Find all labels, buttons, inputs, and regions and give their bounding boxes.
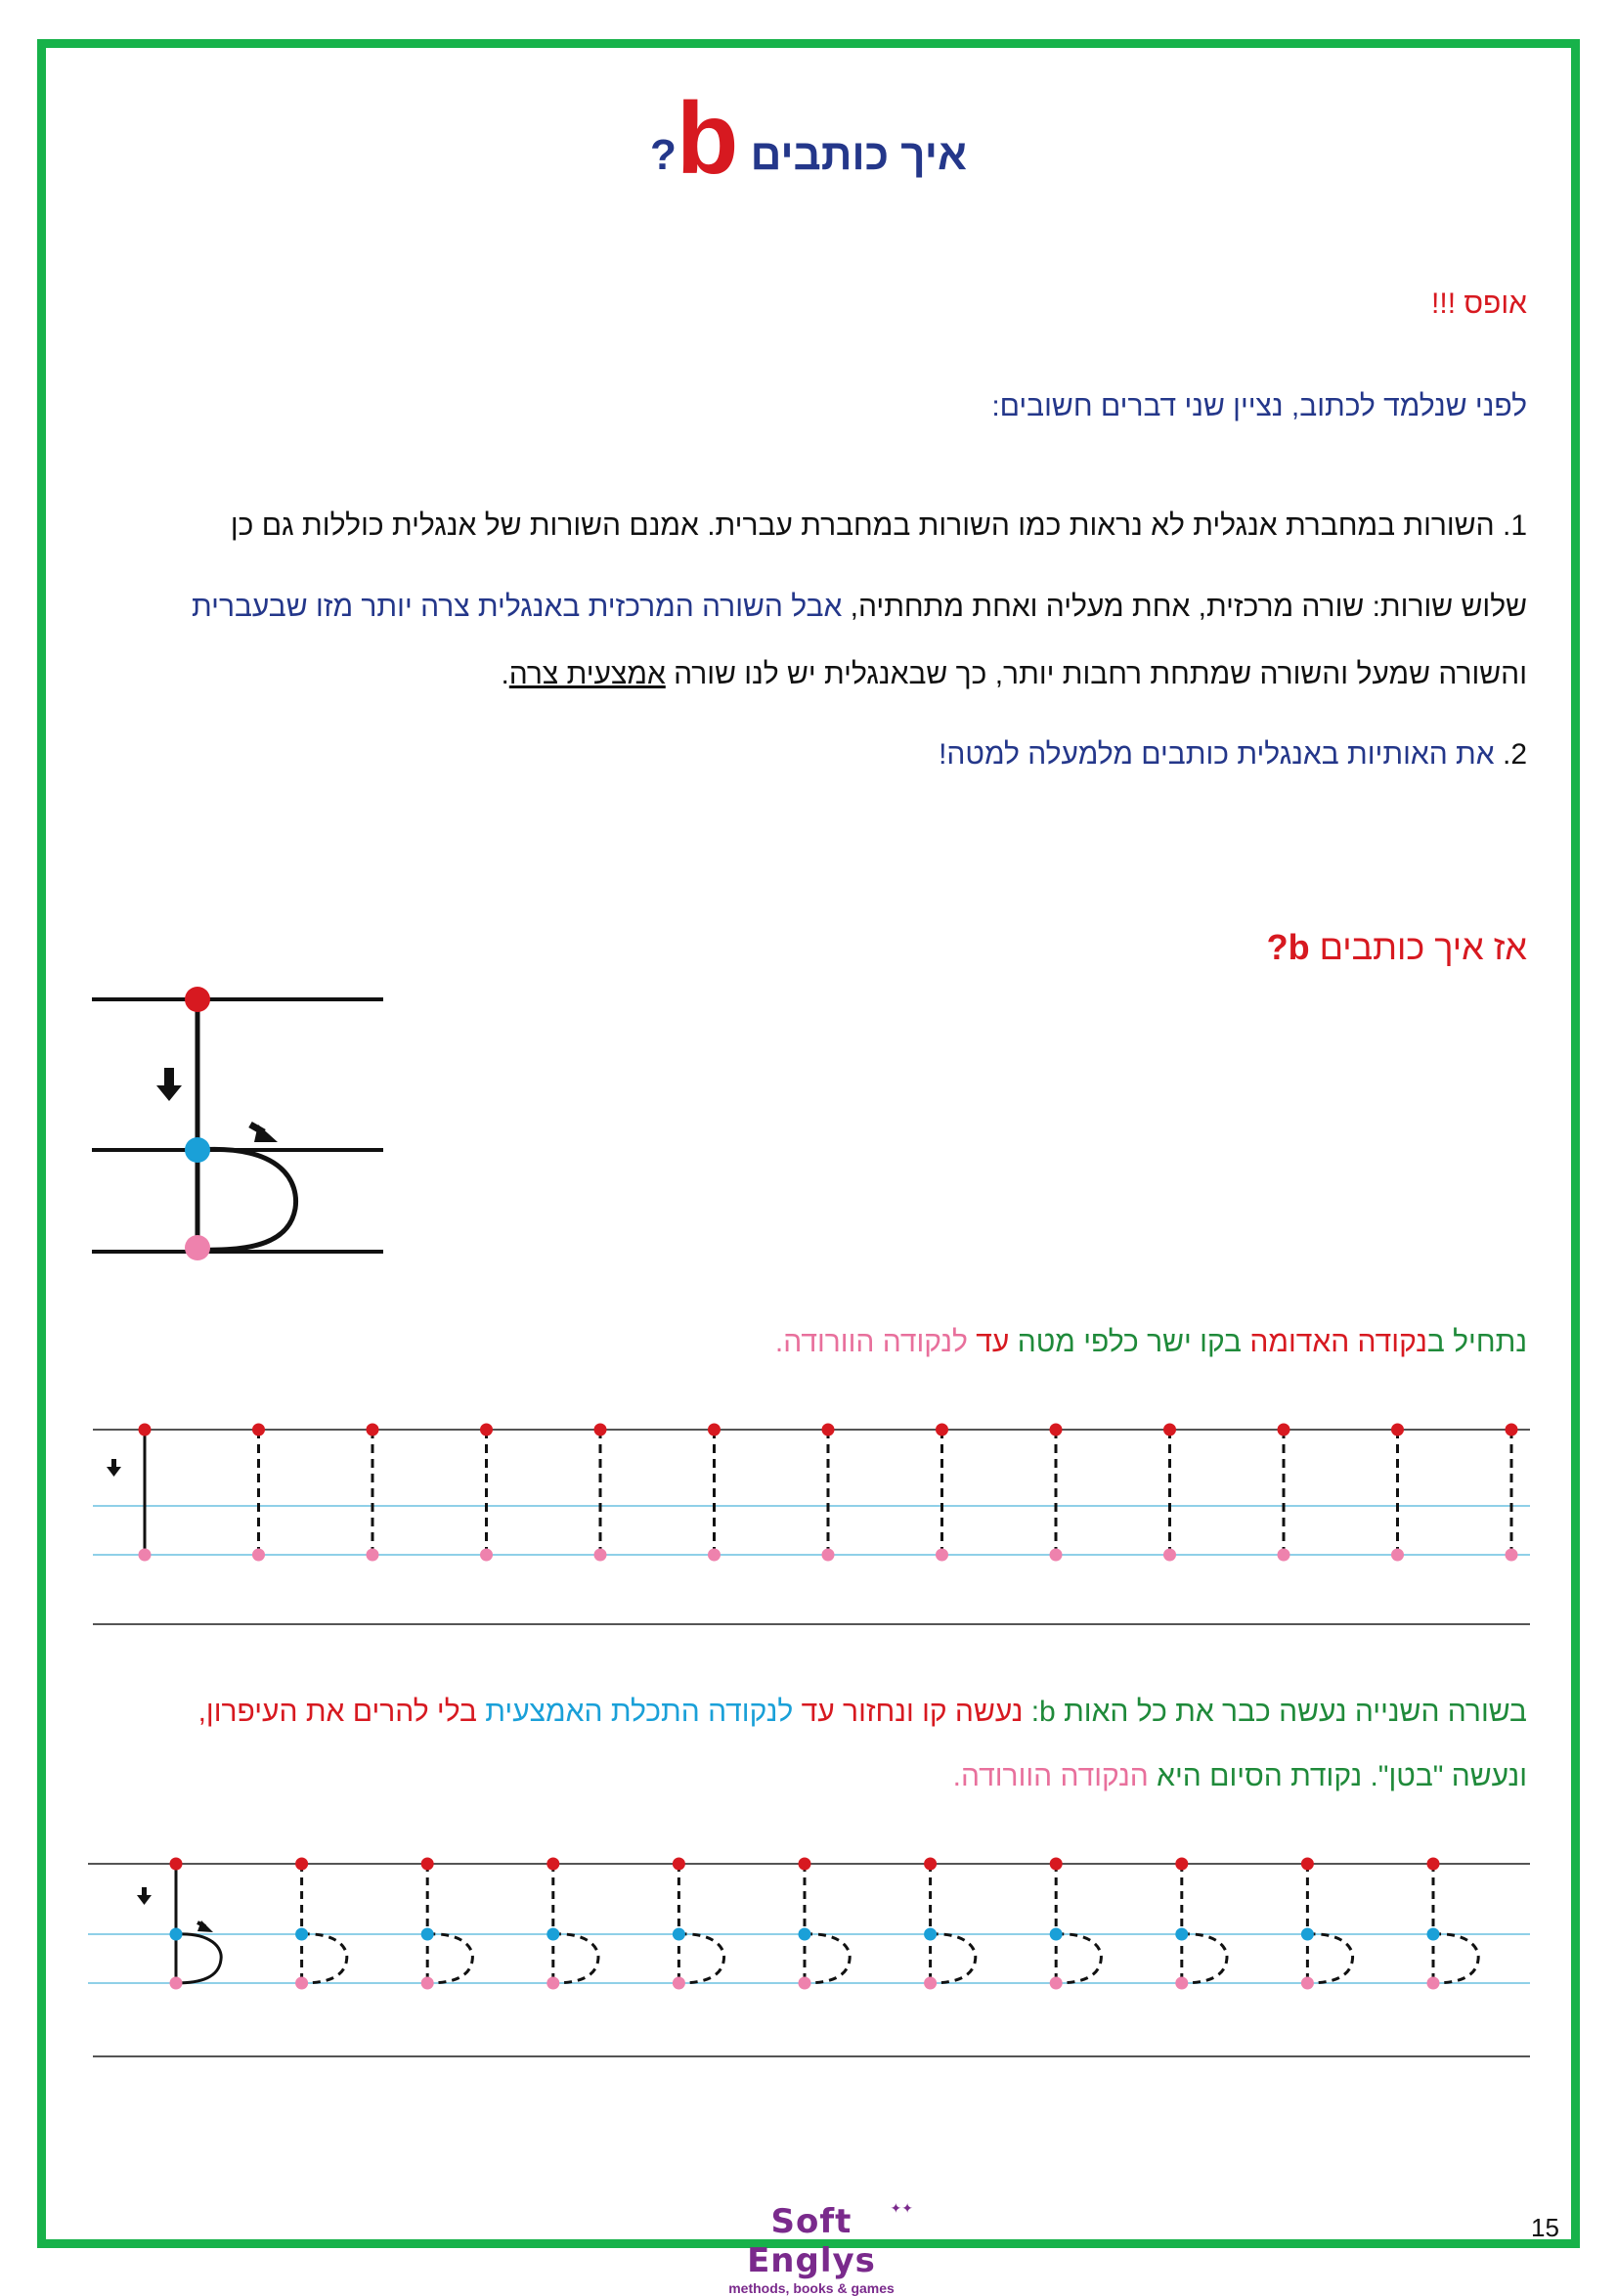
row2-dashed-belly — [805, 1934, 850, 1983]
row1-red-dot — [936, 1424, 948, 1436]
row1-red-dot — [1278, 1424, 1290, 1436]
row1-pink-dot — [1050, 1549, 1063, 1562]
point1-line3-c: . — [501, 658, 509, 690]
step2-l1-a: בשורה השנייה נעשה כבר את כל האות b: — [1023, 1696, 1527, 1728]
point1-line2-b: אבל השורה המרכזית באנגלית צרה יותר מזו שבעברית — [192, 591, 843, 623]
row1-pink-dot — [936, 1549, 948, 1562]
row2-blue-dot — [170, 1928, 183, 1941]
row2-red-dot — [1301, 1858, 1314, 1871]
row1-red-dot — [252, 1424, 265, 1436]
row2-pink-dot — [1050, 1977, 1063, 1990]
row2-red-dot — [295, 1858, 308, 1871]
row2-dashed-belly — [427, 1934, 472, 1983]
section-heading-text: אז איך כותבים — [1309, 927, 1527, 967]
step1-s3: בקו ישר כלפי מטה — [1009, 1326, 1250, 1358]
row1-pink-dot — [252, 1549, 265, 1562]
row2-pink-dot — [170, 1977, 183, 1990]
row2-red-dot — [924, 1858, 937, 1871]
point2-text: את האותיות באנגלית כותבים מלמעלה למטה! — [939, 738, 1495, 771]
page-number: 15 — [1531, 2213, 1559, 2242]
row2-pink-dot — [799, 1977, 811, 1990]
logo-name: Soft Englys — [747, 2202, 876, 2280]
row2-blue-dot — [421, 1928, 434, 1941]
section-heading — [1267, 927, 1527, 968]
row2-pink-dot — [421, 1977, 434, 1990]
separator-line-1 — [93, 1623, 1530, 1625]
row2-red-dot — [421, 1858, 434, 1871]
step2-l1-b: נעשה קו ונחזור עד — [793, 1696, 1024, 1728]
logo-tagline: methods, books & games — [728, 2280, 895, 2296]
practice-row-1 — [0, 1408, 1617, 1584]
row2-red-dot — [170, 1858, 183, 1871]
page-title — [0, 82, 1617, 196]
step2-line2 — [953, 1760, 1527, 1793]
row2-red-dot — [1050, 1858, 1063, 1871]
down-arrow-icon — [137, 1887, 152, 1905]
row1-red-dot — [1391, 1424, 1404, 1436]
row2-blue-dot — [1175, 1928, 1188, 1941]
publisher-logo — [704, 2200, 919, 2296]
row2-blue-dot — [799, 1928, 811, 1941]
step2-l2-c: . — [952, 1760, 961, 1792]
row1-pink-dot — [139, 1549, 152, 1562]
oops-text: אופס !!! — [1431, 287, 1527, 320]
row1-pink-dot — [594, 1549, 607, 1562]
row1-pink-dot — [367, 1549, 379, 1562]
row2-red-dot — [546, 1858, 559, 1871]
row2-pink-dot — [924, 1977, 937, 1990]
step1-s1: נתחיל ב — [1426, 1326, 1527, 1358]
row1-red-dot — [822, 1424, 835, 1436]
row2-red-dot — [799, 1858, 811, 1871]
row2-pink-dot — [1175, 1977, 1188, 1990]
row2-pink-dot — [295, 1977, 308, 1990]
separator-line-2 — [93, 2055, 1530, 2057]
title-qmark: ? — [649, 131, 677, 179]
stars-icon: ✦✦ — [890, 2200, 913, 2216]
row2-blue-dot — [295, 1928, 308, 1941]
row2-dashed-belly — [302, 1934, 347, 1983]
row2-dashed-belly — [678, 1934, 723, 1983]
row1-red-dot — [594, 1424, 607, 1436]
letter-b-demo — [88, 978, 401, 1271]
step2-line1 — [198, 1696, 1527, 1729]
row2-dashed-belly — [1433, 1934, 1478, 1983]
step2-l1-d: בלי להרים את העיפרון, — [197, 1696, 486, 1728]
step2-l2-b: הנקודה הוורודה — [961, 1760, 1149, 1792]
row1-red-dot — [708, 1424, 721, 1436]
down-arrow-icon — [156, 1068, 182, 1101]
demo-pink-dot — [185, 1235, 210, 1260]
practice-row-2 — [0, 1838, 1617, 2014]
section-heading-letter: b? — [1266, 927, 1310, 967]
point1-line3-a: והשורה שמעל והשורה שמתחת רחבות יותר, כך שבאנגלית יש לנו שורה — [665, 658, 1527, 690]
point1-line3-b: אמצעית צרה — [508, 658, 666, 690]
row1-pink-dot — [1391, 1549, 1404, 1562]
row1-red-dot — [367, 1424, 379, 1436]
row1-red-dot — [1163, 1424, 1176, 1436]
row2-pink-dot — [1427, 1977, 1440, 1990]
row2-blue-dot — [924, 1928, 937, 1941]
step1-s4: עד — [967, 1326, 1010, 1358]
row2-blue-dot — [1050, 1928, 1063, 1941]
row2-dashed-belly — [1307, 1934, 1352, 1983]
point1-line2-a: שלוש שורות: שורה מרכזית, אחת מעליה ואחת מתחתיה, — [842, 591, 1527, 623]
row2-blue-dot — [1427, 1928, 1440, 1941]
point1-line3 — [501, 658, 1527, 691]
row2-pink-dot — [1301, 1977, 1314, 1990]
demo-belly — [197, 1149, 296, 1250]
demo-blue-dot — [185, 1137, 210, 1163]
row1-red-dot — [139, 1424, 152, 1436]
row2-red-dot — [1427, 1858, 1440, 1871]
row1-red-dot — [1506, 1424, 1518, 1436]
row1-pink-dot — [1506, 1549, 1518, 1562]
row2-dashed-belly — [1182, 1934, 1227, 1983]
point2 — [939, 738, 1527, 772]
row2-pink-dot — [546, 1977, 559, 1990]
intro-text: לפני שנלמד לכתוב, נציין שני דברים חשובים: — [991, 390, 1527, 422]
point2-num: 2. — [1494, 738, 1527, 771]
demo-red-dot — [185, 987, 210, 1012]
title-letter: b — [676, 82, 739, 196]
row2-blue-dot — [673, 1928, 685, 1941]
title-text: איך כותבים — [750, 131, 968, 179]
row1-red-dot — [480, 1424, 493, 1436]
point1-line2 — [192, 591, 1527, 624]
step2-l1-c: לנקודה התכלת האמצעית — [485, 1696, 794, 1728]
down-arrow-icon — [107, 1459, 121, 1477]
curve-arrow-icon — [197, 1921, 213, 1932]
row2-dashed-belly — [931, 1934, 976, 1983]
row2-pink-dot — [673, 1977, 685, 1990]
step2-l2-a: ונעשה "בטן". נקודת הסיום היא — [1148, 1760, 1527, 1792]
step1-s5: לנקודה הוורודה — [783, 1326, 968, 1358]
row1-pink-dot — [822, 1549, 835, 1562]
step1-s6: . — [774, 1326, 784, 1358]
row2-red-dot — [673, 1858, 685, 1871]
row2-blue-dot — [1301, 1928, 1314, 1941]
row1-pink-dot — [480, 1549, 493, 1562]
step1-s2: נקודה האדומה — [1249, 1326, 1427, 1358]
row1-pink-dot — [1278, 1549, 1290, 1562]
row1-pink-dot — [1163, 1549, 1176, 1562]
row2-red-dot — [1175, 1858, 1188, 1871]
row2-solid-belly — [176, 1934, 221, 1983]
row1-pink-dot — [708, 1549, 721, 1562]
row2-dashed-belly — [1056, 1934, 1101, 1983]
row1-red-dot — [1050, 1424, 1063, 1436]
row2-dashed-belly — [553, 1934, 598, 1983]
point1-line1: 1. השורות במחברת אנגלית לא נראות כמו השורות במחברת עברית. אמנם השורות של אנגלית כוללות גם כן — [230, 509, 1527, 542]
curve-arrow-icon — [250, 1125, 278, 1142]
step1-instructions — [775, 1326, 1527, 1359]
row2-blue-dot — [546, 1928, 559, 1941]
